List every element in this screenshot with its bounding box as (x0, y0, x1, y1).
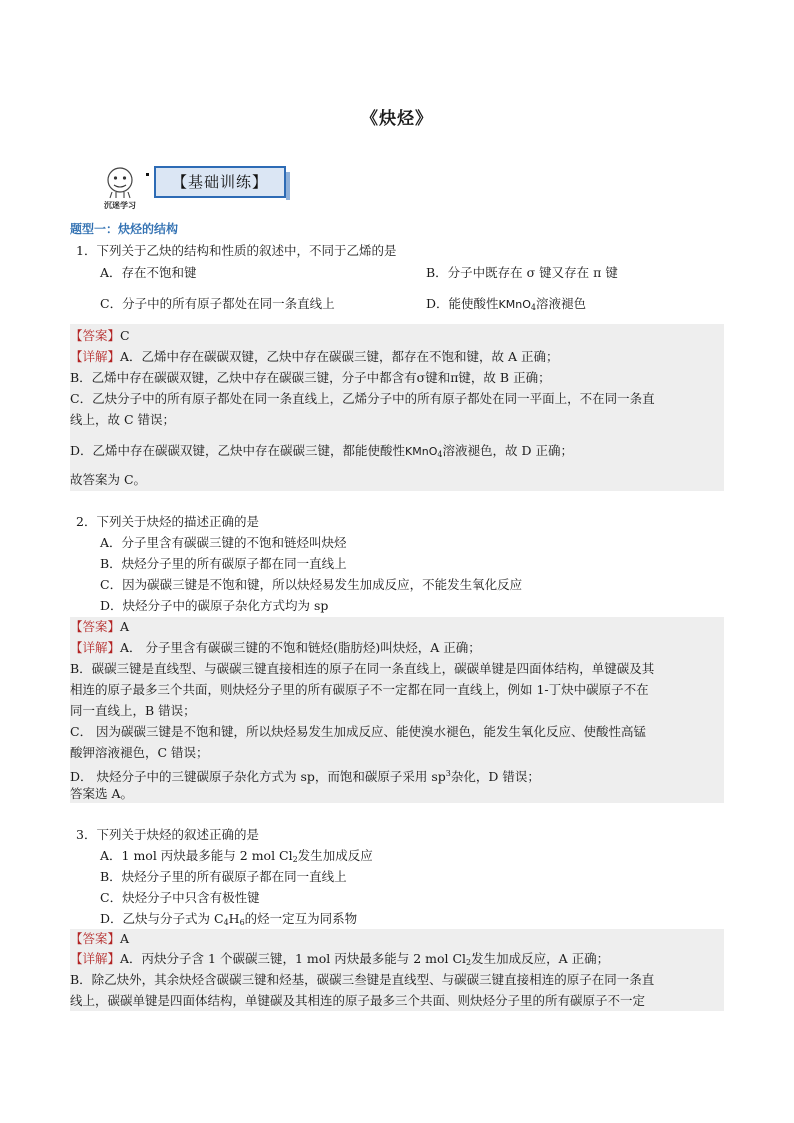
q3-detail-line: 线上，碳碳单键是四面体结构，单键碳及其相连的原子最多三个共面、则炔烃分子里的所有碳原子不一定 (70, 993, 646, 1008)
q2-conclusion: 答案选 A。 (70, 786, 134, 801)
q1-answer (70, 327, 130, 345)
q3-option-c: C．炔烃分子中只含有极性键 (100, 890, 260, 905)
q3-detail-line: B．除乙炔外，其余炔烃含碳碳三键和烃基，碳碳三叁键是直线型、与碳碳三键直接相连的原子在同一条直 (70, 972, 655, 987)
q1-option-d (426, 295, 586, 317)
q2-option-b: B．炔烃分子里的所有碳原子都在同一直线上 (100, 556, 347, 571)
document-title: 《炔烃》 (361, 109, 433, 129)
q1-option-c: C．分子中的所有原子都处在同一条直线上 (100, 296, 335, 311)
q1-detail-d: D．乙烯中存在碳碳双键，乙炔中存在碳碳三键，都能使酸性KMnO$_4$溶液褪色，故 D 正确； (70, 443, 573, 459)
q1-detail-a: 【详解】A．乙烯中存在碳碳双键，乙炔中存在碳碳三键，都存在不饱和键，故 A 正确； (70, 349, 559, 364)
q1-stem: 1．下列关于乙炔的结构和性质的叙述中，不同于乙烯的是 (76, 243, 397, 258)
q2-detail-line: 相连的原子最多三个共面，则炔烃分子里的所有碳原子不一定都在同一直线上，例如 1-丁炔中碳原子不在 (70, 682, 649, 697)
q2-answer-block (70, 617, 724, 803)
q1-detail-line: B．乙烯中存在碳碳双键，乙炔中存在碳碳三键，分子中都含有σ键和π键，故 B 正确； (70, 370, 551, 385)
q3-stem: 3．下列关于炔烃的叙述正确的是 (76, 827, 259, 842)
section-banner (100, 162, 290, 214)
q2-detail-a: 【详解】A． 分子里含有碳碳三键的不饱和链烃(脂肪烃)叫炔烃，A 正确； (70, 640, 481, 655)
q2-detail-line: 酸钾溶液褪色，C 错误； (70, 745, 209, 760)
q2-option-c: C．因为碳碳三键是不饱和键，所以炔烃易发生加成反应，不能发生氧化反应 (100, 577, 523, 592)
q1-option-b: B．分子中既存在 σ 键又存在 π 键 (426, 265, 618, 280)
q3-answer: 【答案】A (70, 931, 130, 946)
q2-detail-d: D． 炔烃分子中的三键碳原子杂化方式为 sp，而饱和碳原子采用 $sp^3$杂化，D 错误； (70, 769, 540, 784)
q2-answer: 【答案】A (70, 619, 130, 634)
q1-detail-tag: 【详解】 (70, 349, 121, 364)
q2-option-a: A．分子里含有碳碳三键的不饱和链烃叫炔烃 (100, 535, 347, 550)
q2-option-d: D．炔烃分子中的碳原子杂化方式均为 sp (100, 598, 329, 613)
q1-option-d-pre: D．能使酸性 (426, 296, 499, 311)
q3-option-d: D．乙炔与分子式为 $C_4H_6$的烃一定互为同系物 (100, 911, 358, 927)
q1-option-d-formula: KMnO (498, 298, 531, 311)
bullet-dot (146, 173, 149, 176)
section-heading: 【基础训练】 (154, 166, 286, 198)
q3-option-a: A．1 mol 丙炔最多能与 2 mol $Cl_2$发生加成反应 (100, 848, 373, 864)
q1-option-a: A．存在不饱和键 (100, 265, 197, 280)
q3-detail-a: 【详解】A．丙炔分子含 1 个碳碳三键，1 mol 丙炔最多能与 2 mol $Cl_2$发生加成反应，A 正确； (70, 951, 610, 967)
question-type-heading: 题型一：炔烃的结构 (70, 222, 179, 236)
q3-option-b: B．炔烃分子里的所有碳原子都在同一直线上 (100, 869, 347, 884)
q1-detail-line: C．乙炔分子中的所有原子都处在同一条直线上，乙烯分子中的所有原子都处在同一平面上，不在同一条直 (70, 391, 655, 406)
q1-detail-line: 线上，故 C 错误； (70, 412, 176, 427)
q2-detail-line: B．碳碳三键是直线型、与碳碳三键直接相连的原子在同一条直线上，碳碳单键是四面体结构，单键碳及其 (70, 661, 655, 676)
mascot-label: 沉迷学习 (104, 201, 136, 210)
q2-detail-line: C． 因为碳碳三键是不饱和键，所以炔烃易发生加成反应、能使溴水褪色，能发生氧化反应、使酸性高锰 (70, 724, 647, 739)
q2-stem: 2．下列关于炔烃的描述正确的是 (76, 514, 259, 529)
q2-detail-line: 同一直线上，B 错误； (70, 703, 196, 718)
q1-answer-value: C (120, 328, 130, 343)
q1-option-d-sub: 4 (530, 303, 536, 312)
q3-answer-block (70, 929, 724, 1011)
q1-conclusion: 故答案为 C。 (70, 472, 147, 487)
q1-option-d-post: 溶液褪色 (535, 296, 586, 311)
q1-answer-block (70, 324, 724, 491)
q1-answer-tag: 【答案】 (70, 328, 121, 343)
